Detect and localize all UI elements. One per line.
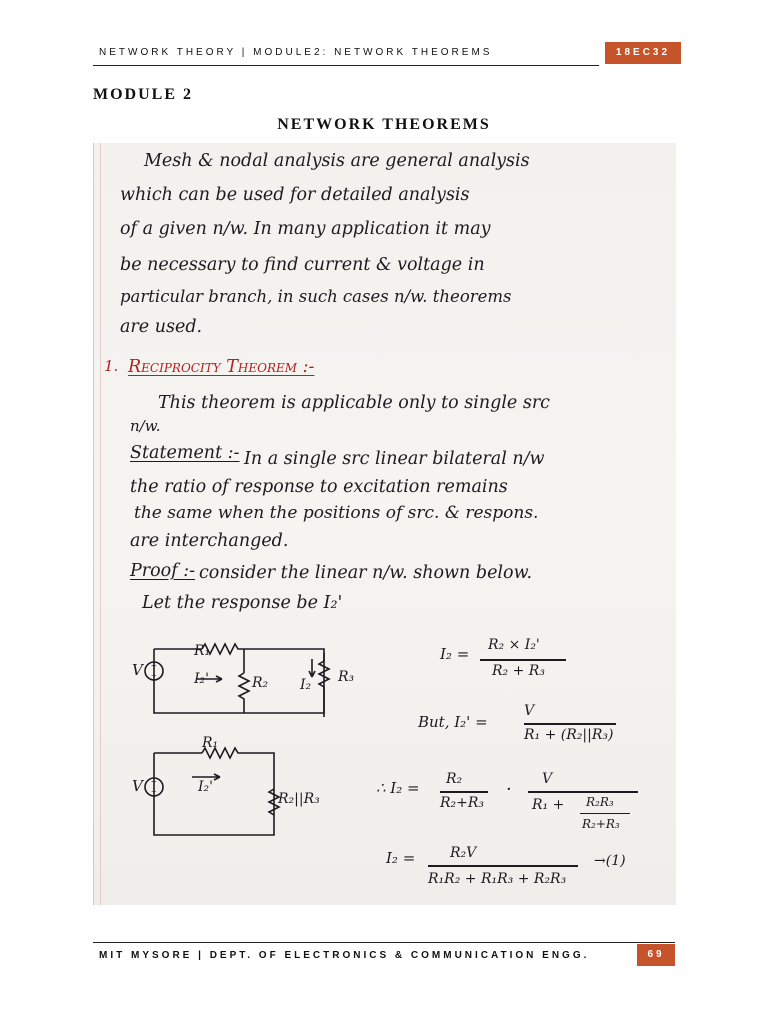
- header-title: NETWORK THEORY | MODULE2: NETWORK THEOREMS: [99, 47, 493, 58]
- proof-line-1: consider the linear n/w. shown below.: [199, 563, 533, 583]
- circuit1-r3-label: R₃: [338, 669, 355, 685]
- circuit1-ix-label: I₂: [300, 677, 312, 693]
- course-code-badge: 18EC32: [605, 42, 681, 64]
- statement-line-4: are interchanged.: [130, 531, 289, 551]
- header-rule: [93, 65, 599, 66]
- circuit1-r2-label: R₂: [252, 675, 269, 691]
- svg-text:+: +: [151, 777, 157, 788]
- circuit2-r1-label: R₁: [202, 735, 219, 751]
- statement-line-2: the ratio of response to excitation remains: [130, 477, 508, 497]
- proof-label: Proof :-: [130, 561, 196, 581]
- intro-line-6: are used.: [120, 317, 203, 337]
- footer-text: MIT MYSORE | DEPT. OF ELECTRONICS & COMMUNICATION ENGG.: [99, 950, 590, 961]
- page-heading: NETWORK THEOREMS: [277, 116, 491, 133]
- module-label: MODULE 2: [93, 86, 193, 103]
- section-title: Reciprocity Theorem :-: [128, 357, 315, 377]
- statement-label: Statement :-: [130, 443, 240, 463]
- circuit2-rp-label: R₂||R₃: [278, 791, 320, 807]
- circuit1-current-label: I₂': [194, 671, 209, 687]
- circuit1-source-label: V: [132, 661, 143, 679]
- svg-text:−: −: [151, 787, 157, 798]
- statement-line-1: In a single src linear bilateral n/w: [244, 449, 545, 469]
- circuit2-source-label: V: [132, 777, 143, 795]
- statement-line-3: the same when the positions of src. & respons.: [134, 503, 539, 523]
- circuit1-r1-label: R₁: [194, 643, 211, 659]
- theorem-line-1: This theorem is applicable only to single src: [158, 393, 550, 413]
- section-number: 1.: [104, 357, 119, 375]
- intro-line-1: Mesh & nodal analysis are general analysis: [144, 151, 530, 171]
- intro-line-3: of a given n/w. In many application it may: [120, 219, 491, 239]
- intro-line-2: which can be used for detailed analysis: [120, 185, 470, 205]
- intro-line-5: particular branch, in such cases n/w. theorems: [120, 287, 512, 306]
- circuit-diagram-2: [124, 737, 384, 847]
- page-header: [93, 36, 681, 68]
- intro-line-4: be necessary to find current & voltage in: [120, 255, 485, 275]
- page-footer: [93, 940, 675, 970]
- page-number-badge: 69: [637, 944, 675, 966]
- circuit2-current-label: I₂': [198, 779, 213, 795]
- handwritten-notes-image: Mesh & nodal analysis are general analysis which can be used for detailed analysis of a given n/w. In many application it may be necessary to find current & voltage in particular branch, in such cases n/w. theorems are used. 1. Reciprocity Theorem :- This theorem is applicable only to single src n/w. Statement :- In a single src linear bilateral n/w the ratio of response to excitation remains the same when the positions of src. & respons. are interchanged. Proof :- consider the linear n/w. shown below. Let the response be I₂' + − V R₁ I₂' R₂ I₂ R₃ + − V R₁ I₂' R₂||R₃ I₂ = R₂ × I₂' R₂ + R₃ But, I₂' = V R₁ + (R₂||R₃) ∴ I₂ = R₂ R₂+R₃ · V R₁ + R₂R₃ R₂+R₃ I₂ = R₂V R₁R₂ + R₁R₃ + R₂R₃ →(1): [93, 143, 676, 905]
- svg-text:+: +: [151, 661, 157, 672]
- proof-line-2: Let the response be I₂': [142, 593, 343, 613]
- footer-rule: [93, 942, 675, 943]
- margin-line: [100, 143, 101, 905]
- theorem-line-2: n/w.: [130, 417, 161, 435]
- svg-text:−: −: [151, 671, 157, 682]
